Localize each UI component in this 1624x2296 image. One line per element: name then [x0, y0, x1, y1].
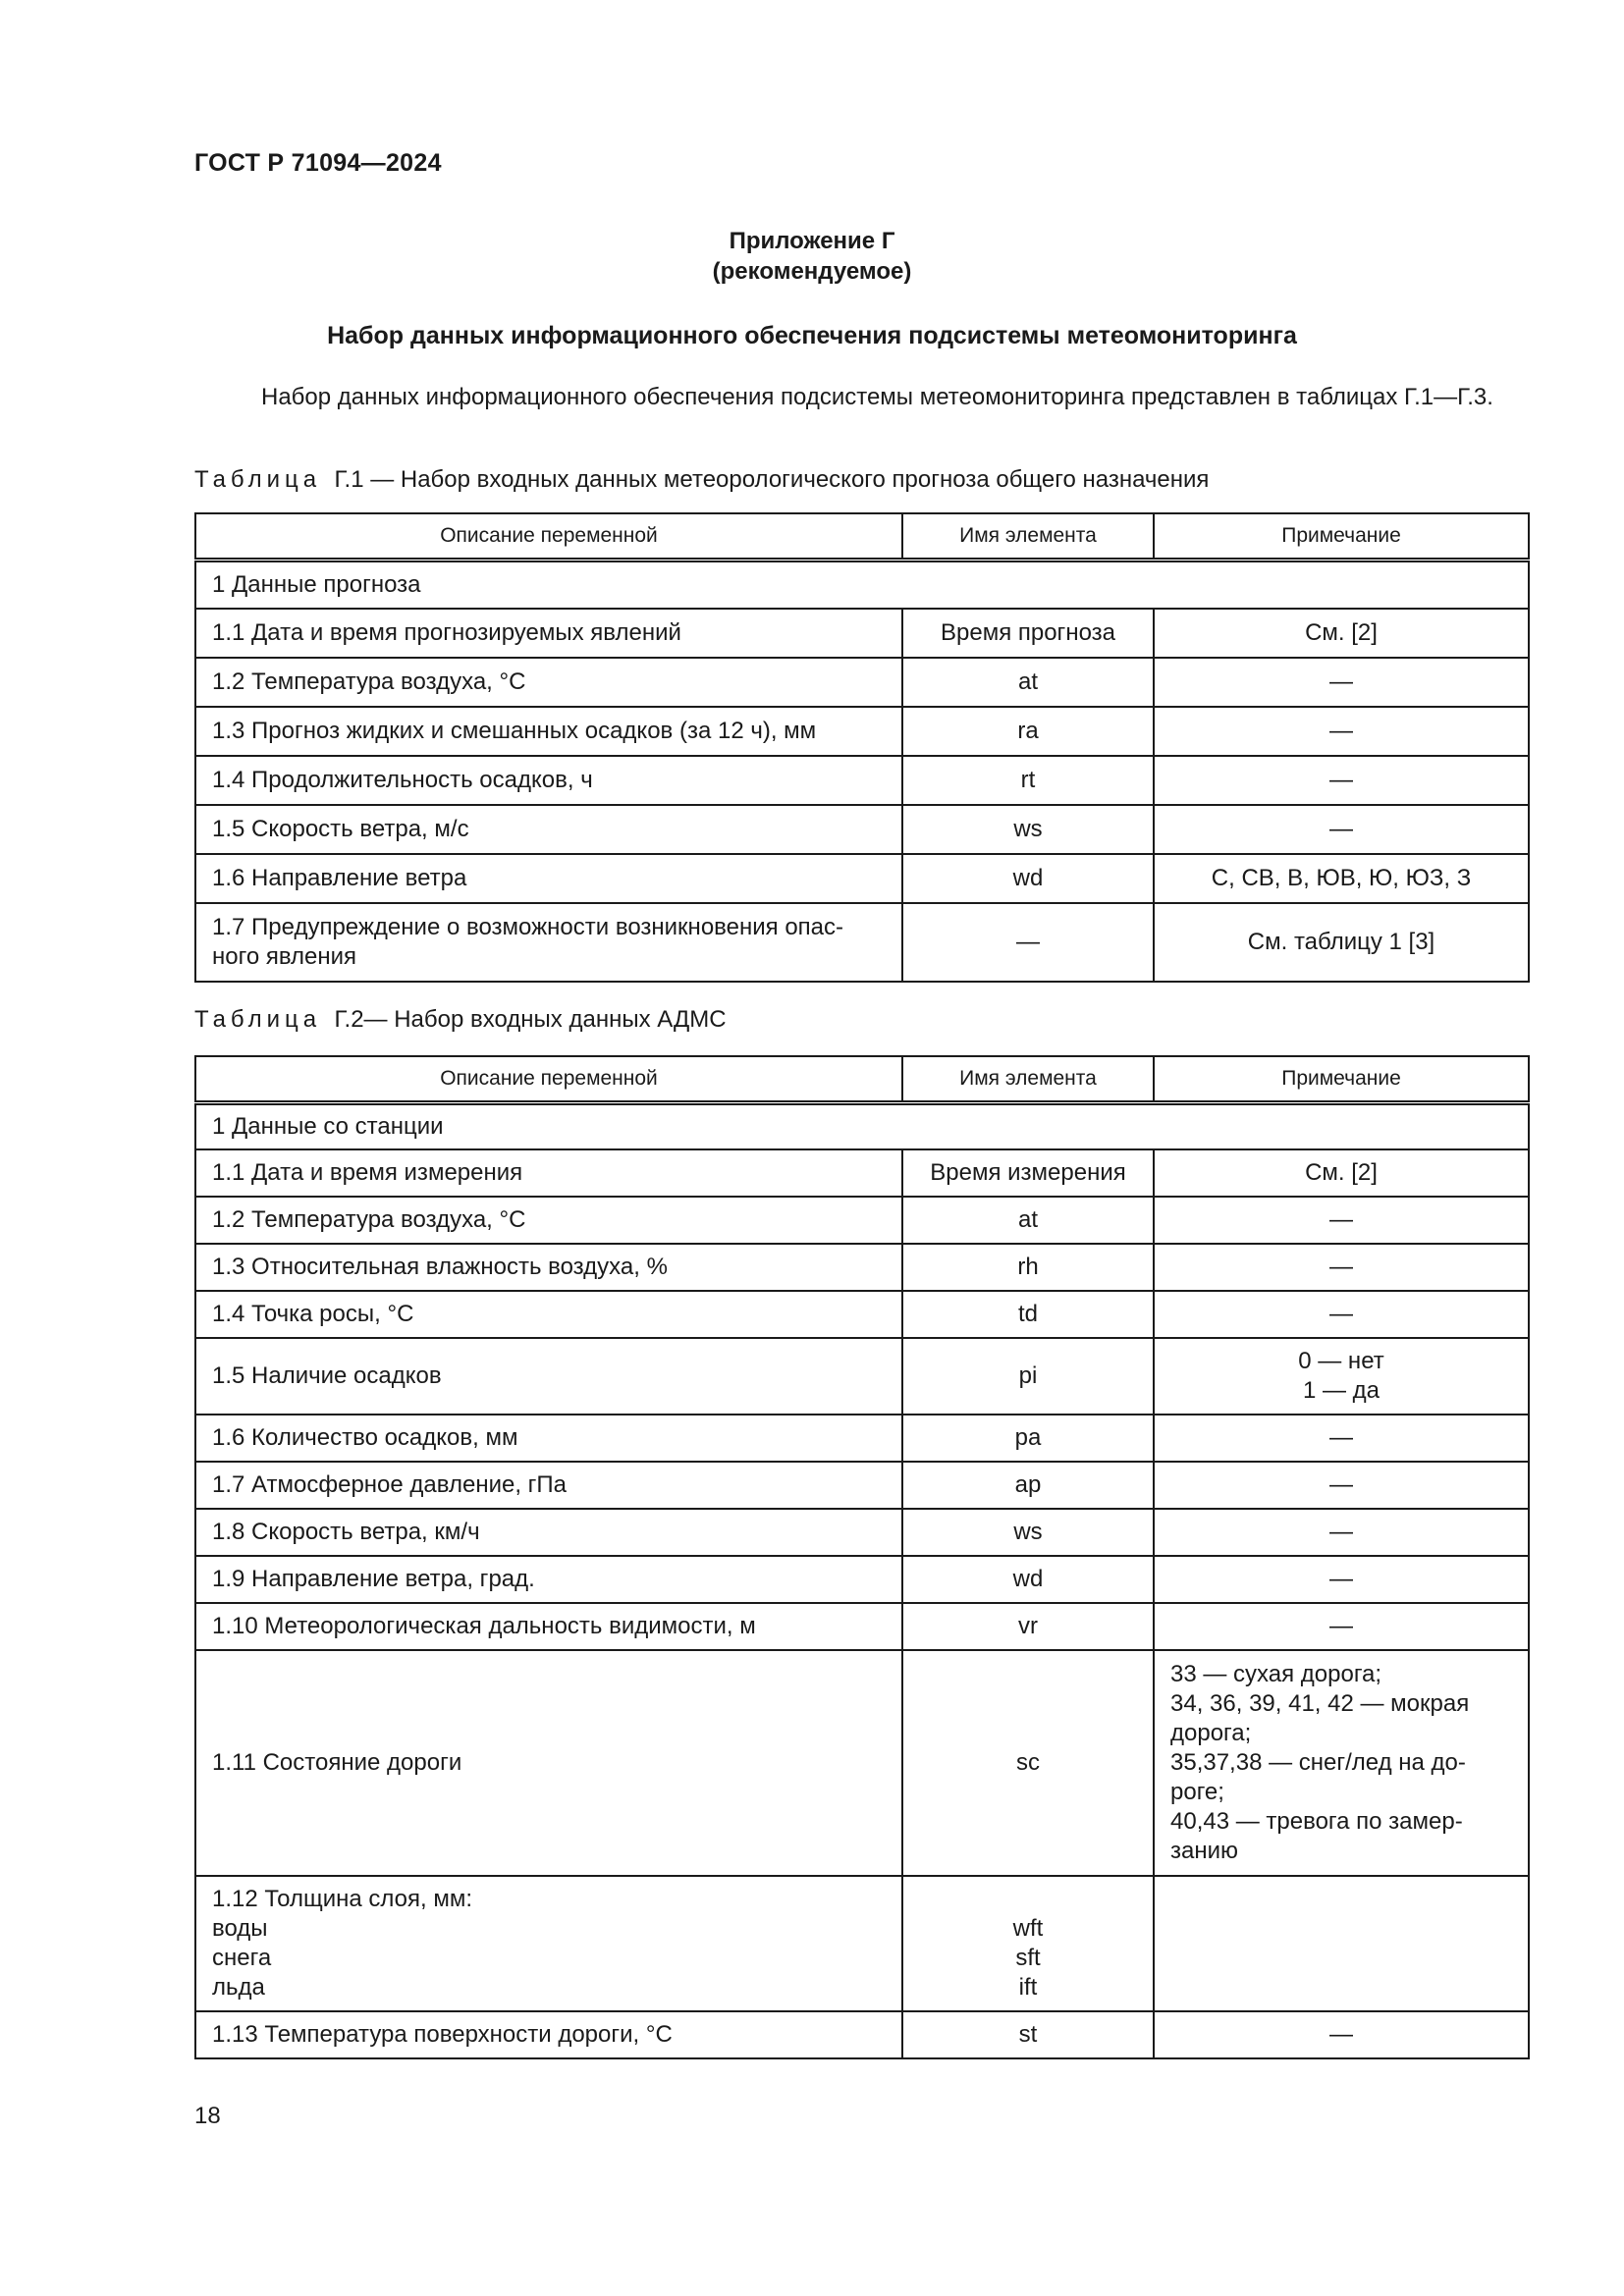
table-row	[195, 1149, 1529, 1197]
layer-line: льда	[212, 1974, 265, 2001]
table-row	[195, 756, 1529, 805]
element-cell: wd	[902, 854, 1154, 903]
intro-paragraph: Набор данных информационного обеспечения подсистемы метеомониторинга представлен в таблицах Г.1—Г.3.	[261, 384, 1493, 410]
table-header-row	[195, 513, 1529, 560]
element-cell: at	[902, 1197, 1154, 1244]
table2-caption-word: Таблица	[194, 1006, 322, 1033]
element-cell: pi	[902, 1338, 1154, 1415]
table2	[194, 1055, 1530, 2059]
table-row	[195, 658, 1529, 707]
note-line: занию	[1170, 1838, 1239, 1864]
element-cell: pa	[902, 1415, 1154, 1462]
description-cell: 1.2 Температура воздуха, °С	[195, 658, 902, 707]
description-line: 1.12 Толщина слоя, мм:	[212, 1886, 473, 1912]
layer-code: sft	[1015, 1945, 1041, 1971]
note-line: роге;	[1170, 1779, 1224, 1805]
table1-caption	[194, 466, 1209, 494]
table-row	[195, 1291, 1529, 1338]
element-cell: sc	[902, 1650, 1154, 1876]
description-cell: 1.13 Температура поверхности дороги, °С	[195, 2011, 902, 2058]
table-row	[195, 854, 1529, 903]
note-cell: —	[1154, 1244, 1529, 1291]
note-cell: —	[1154, 1291, 1529, 1338]
element-cell: wd	[902, 1556, 1154, 1603]
note-cell: —	[1154, 1603, 1529, 1650]
description-cell: 1.4 Точка росы, °С	[195, 1291, 902, 1338]
element-cell: td	[902, 1291, 1154, 1338]
note-line: дорога;	[1170, 1720, 1252, 1746]
element-cell: —	[902, 903, 1154, 982]
note-line: 33 — сухая дорога;	[1170, 1661, 1382, 1687]
table-row	[195, 1462, 1529, 1509]
note-cell: —	[1154, 756, 1529, 805]
description-cell: 1.4 Продолжительность осадков, ч	[195, 756, 902, 805]
layer-line: воды	[212, 1915, 268, 1942]
table-row	[195, 2011, 1529, 2058]
column-header: Имя элемента	[902, 513, 1154, 560]
table1-caption-text: Г.1 — Набор входных данных метеорологического прогноза общего назначения	[334, 466, 1210, 493]
note-cell: —	[1154, 805, 1529, 854]
table2-caption-text: Г.2— Набор входных данных АДМС	[334, 1006, 727, 1033]
description-cell: 1.10 Метеорологическая дальность видимости, м	[195, 1603, 902, 1650]
annex-title: Приложение Г	[729, 228, 895, 254]
note-cell: —	[1154, 1197, 1529, 1244]
note-cell: См. [2]	[1154, 1149, 1529, 1197]
table-row	[195, 1876, 1529, 2011]
column-header: Примечание	[1154, 513, 1529, 560]
description-cell: 1.1 Дата и время измерения	[195, 1149, 902, 1197]
element-cell: ra	[902, 707, 1154, 756]
element-cell	[902, 1876, 1154, 2011]
element-cell: vr	[902, 1603, 1154, 1650]
column-header: Примечание	[1154, 1056, 1529, 1102]
note-line: 34, 36, 39, 41, 42 — мокрая	[1170, 1690, 1470, 1717]
table-row	[195, 1415, 1529, 1462]
column-header: Описание переменной	[195, 513, 902, 560]
description-cell	[195, 1876, 902, 2011]
note-cell: С, СВ, В, ЮВ, Ю, ЮЗ, З	[1154, 854, 1529, 903]
note-line: 1 — да	[1302, 1377, 1380, 1404]
layer-code: wft	[1012, 1915, 1044, 1942]
element-cell: rt	[902, 756, 1154, 805]
group-cell: 1 Данные прогноза	[195, 560, 1529, 609]
table-row	[195, 1603, 1529, 1650]
description-cell: 1.9 Направление ветра, град.	[195, 1556, 902, 1603]
note-line: 35,37,38 — снег/лед на до-	[1170, 1749, 1466, 1776]
description-cell: 1.6 Количество осадков, мм	[195, 1415, 902, 1462]
note-cell: —	[1154, 2011, 1529, 2058]
group-cell: 1 Данные со станции	[195, 1102, 1529, 1149]
table-row	[195, 1244, 1529, 1291]
note-cell: —	[1154, 1462, 1529, 1509]
table-row	[195, 1197, 1529, 1244]
table1	[194, 512, 1530, 983]
note-line: 0 — нет	[1298, 1348, 1384, 1374]
table-row	[195, 903, 1529, 982]
table-group-row	[195, 1102, 1529, 1149]
table-group-row	[195, 560, 1529, 609]
note-cell: —	[1154, 1415, 1529, 1462]
element-cell: at	[902, 658, 1154, 707]
layer-code: ift	[1018, 1974, 1038, 2001]
column-header: Имя элемента	[902, 1056, 1154, 1102]
description-cell: 1.3 Прогноз жидких и смешанных осадков (за 12 ч), мм	[195, 707, 902, 756]
layer-line: снега	[212, 1945, 272, 1971]
description-line: 1.7 Предупреждение о возможности возникновения опас-	[212, 914, 843, 940]
table2-caption	[194, 1006, 727, 1034]
description-cell: 1.7 Атмосферное давление, гПа	[195, 1462, 902, 1509]
element-cell: ws	[902, 805, 1154, 854]
element-cell: Время измерения	[902, 1149, 1154, 1197]
table1-caption-word: Таблица	[194, 466, 322, 493]
table-row	[195, 707, 1529, 756]
table-row	[195, 1650, 1529, 1876]
section-title-text: Набор данных информационного обеспечения подсистемы метеомониторинга	[327, 322, 1297, 349]
description-cell: 1.1 Дата и время прогнозируемых явлений	[195, 609, 902, 658]
description-cell: 1.8 Скорость ветра, км/ч	[195, 1509, 902, 1556]
table-header-row	[195, 1056, 1529, 1102]
note-cell: —	[1154, 707, 1529, 756]
table-row	[195, 805, 1529, 854]
section-title	[0, 322, 1624, 350]
note-cell: См. таблицу 1 [3]	[1154, 903, 1529, 982]
element-cell: st	[902, 2011, 1154, 2058]
page-number: 18	[194, 2103, 221, 2129]
column-header: Описание переменной	[195, 1056, 902, 1102]
element-cell: ws	[902, 1509, 1154, 1556]
description-line: ного явления	[212, 943, 357, 970]
table-row	[195, 1509, 1529, 1556]
description-cell: 1.2 Температура воздуха, °С	[195, 1197, 902, 1244]
note-cell	[1154, 1876, 1529, 2011]
note-cell	[1154, 1650, 1529, 1876]
element-cell: Время прогноза	[902, 609, 1154, 658]
annex-status: (рекомендуемое)	[712, 258, 912, 285]
description-cell: 1.5 Наличие осадков	[195, 1338, 902, 1415]
description-cell	[195, 903, 902, 982]
note-cell: См. [2]	[1154, 609, 1529, 658]
note-line: 40,43 — тревога по замер-	[1170, 1808, 1463, 1835]
description-cell: 1.11 Состояние дороги	[195, 1650, 902, 1876]
description-cell: 1.3 Относительная влажность воздуха, %	[195, 1244, 902, 1291]
note-cell: —	[1154, 658, 1529, 707]
table-row	[195, 1556, 1529, 1603]
note-cell: —	[1154, 1556, 1529, 1603]
table-row	[195, 609, 1529, 658]
note-cell	[1154, 1338, 1529, 1415]
element-cell: ap	[902, 1462, 1154, 1509]
description-cell: 1.5 Скорость ветра, м/с	[195, 805, 902, 854]
element-cell: rh	[902, 1244, 1154, 1291]
document-id: ГОСТ Р 71094—2024	[194, 149, 442, 177]
table-row	[195, 1338, 1529, 1415]
description-cell: 1.6 Направление ветра	[195, 854, 902, 903]
note-cell: —	[1154, 1509, 1529, 1556]
